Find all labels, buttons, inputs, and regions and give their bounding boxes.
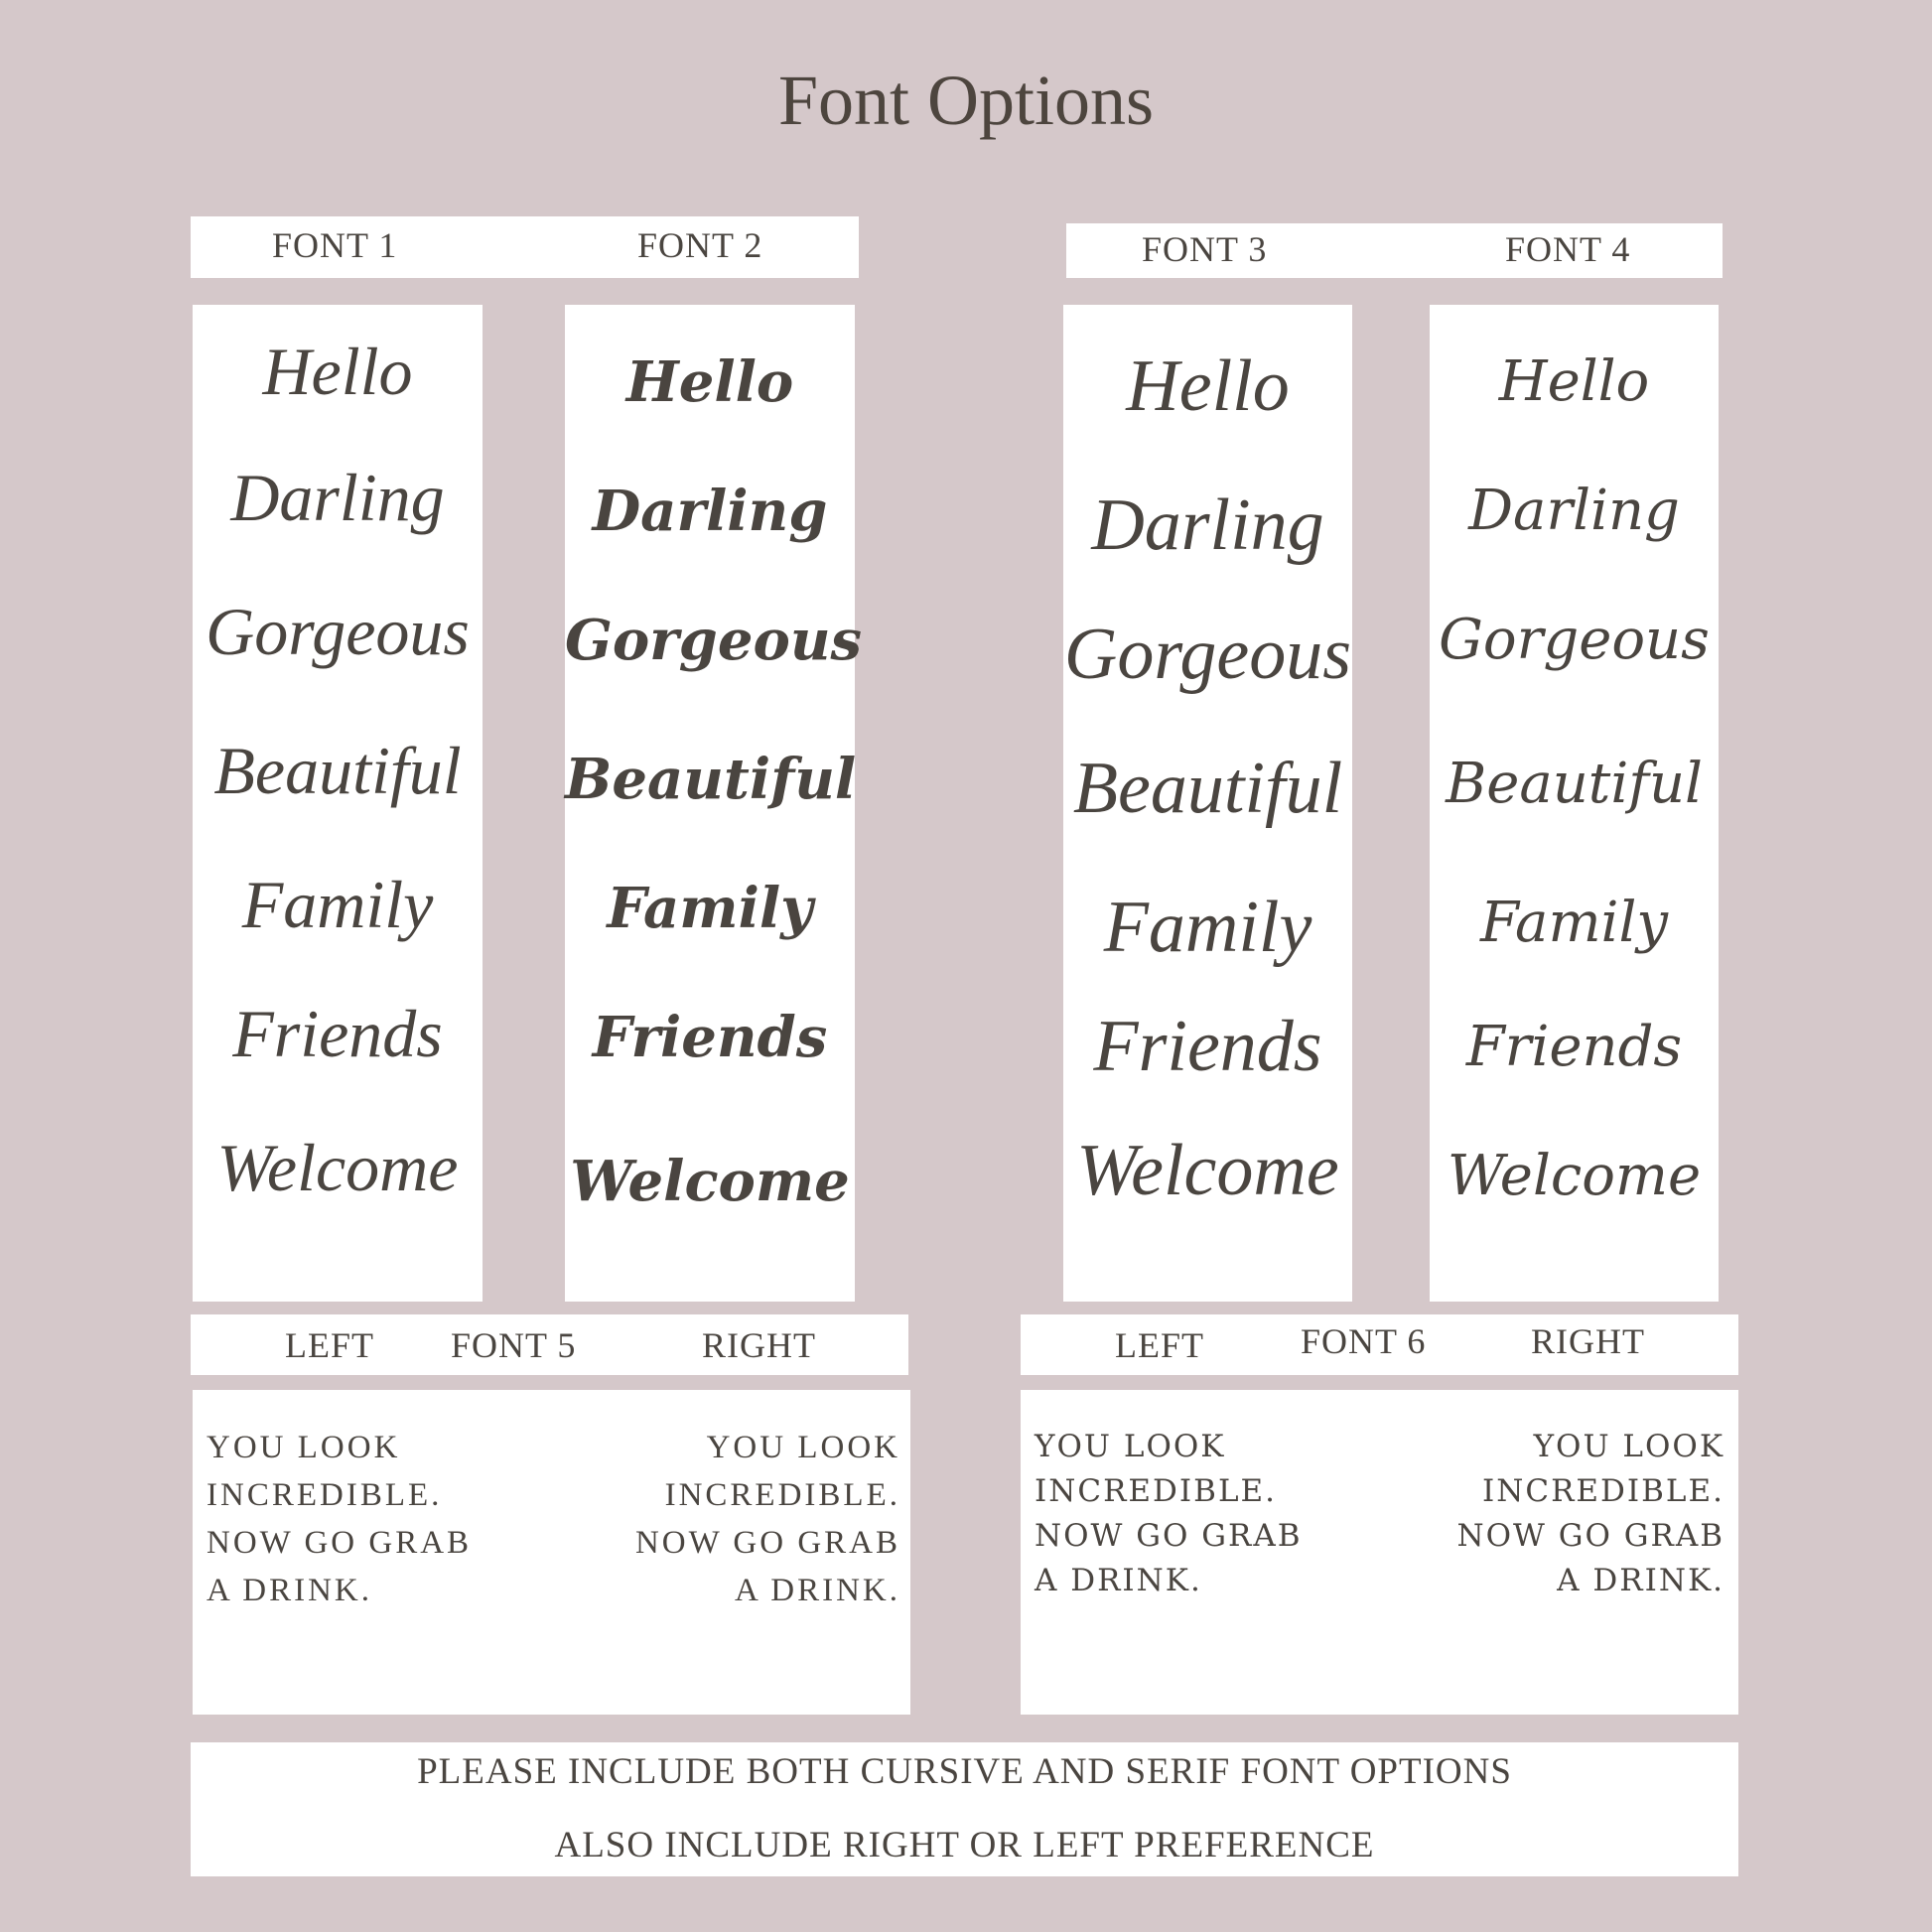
font1-word-gorgeous: Gorgeous <box>206 594 470 669</box>
font4-word-welcome: Welcome <box>1447 1144 1702 1208</box>
font5-right-label: RIGHT <box>702 1325 816 1365</box>
font4-column <box>1430 305 1719 1302</box>
font1-word-hello: Hello <box>262 334 413 409</box>
header-bar-fonts-3-4 <box>1066 223 1723 278</box>
font6-right-line-4: A DRINK. <box>1557 1562 1725 1598</box>
font4-word-beautiful: Beautiful <box>1446 752 1703 816</box>
font1-word-beautiful: Beautiful <box>213 733 462 808</box>
font1-column <box>193 305 483 1302</box>
font3-word-family: Family <box>1103 887 1312 968</box>
font6-left-line-4: A DRINK. <box>1035 1562 1202 1598</box>
font6-right-line-2: INCREDIBLE. <box>1481 1472 1725 1509</box>
header-bar-fonts-1-2 <box>191 216 859 278</box>
font2-word-friends: Friends <box>592 1005 828 1070</box>
font5-right-line-4: A DRINK. <box>734 1572 900 1608</box>
font3-word-friends: Friends <box>1093 1006 1322 1087</box>
font6-right-label: RIGHT <box>1531 1321 1645 1361</box>
font2-column <box>565 305 863 1302</box>
font5-left-message <box>207 1425 472 1614</box>
page-title: Font Options <box>777 61 1155 140</box>
footer-instructions <box>191 1742 1738 1876</box>
font3-word-beautiful: Beautiful <box>1072 748 1343 829</box>
font2-word-darling: Darling <box>592 479 828 544</box>
font4-label: FONT 4 <box>1505 229 1631 269</box>
font2-word-beautiful: Beautiful <box>565 747 857 812</box>
font6-left-line-2: INCREDIBLE. <box>1035 1472 1278 1509</box>
font6-left-line-1: YOU LOOK <box>1035 1429 1226 1464</box>
font1-word-friends: Friends <box>232 996 443 1071</box>
font5-left-line-3: NOW GO GRAB <box>207 1524 473 1561</box>
font2-word-gorgeous: Gorgeous <box>565 608 863 673</box>
font3-label: FONT 3 <box>1142 229 1268 269</box>
font5-right-line-1: YOU LOOK <box>706 1430 900 1465</box>
font6-left-message <box>1035 1425 1303 1603</box>
font5-right-line-2: INCREDIBLE. <box>664 1476 900 1513</box>
font5-sample-box <box>193 1390 910 1715</box>
font4-word-gorgeous: Gorgeous <box>1439 608 1710 672</box>
font5-right-message <box>635 1425 900 1614</box>
font1-word-family: Family <box>241 867 434 942</box>
font5-title: FONT 5 <box>451 1325 577 1365</box>
font6-left-line-3: NOW GO GRAB <box>1035 1517 1303 1554</box>
font3-word-welcome: Welcome <box>1076 1130 1339 1211</box>
font2-label: FONT 2 <box>637 225 763 265</box>
font6-right-line-3: NOW GO GRAB <box>1456 1517 1725 1554</box>
font4-word-hello: Hello <box>1498 349 1650 414</box>
font3-word-hello: Hello <box>1126 345 1290 427</box>
font5-left-line-4: A DRINK. <box>207 1572 373 1608</box>
font2-word-family: Family <box>607 876 813 941</box>
font3-column <box>1063 305 1352 1302</box>
font5-left-line-2: INCREDIBLE. <box>207 1476 443 1513</box>
font6-left-label: LEFT <box>1115 1325 1204 1365</box>
font5-header-bar <box>191 1314 908 1375</box>
footer-line-2: ALSO INCLUDE RIGHT OR LEFT PREFERENCE <box>554 1825 1375 1865</box>
font3-word-darling: Darling <box>1091 484 1324 566</box>
font6-title: FONT 6 <box>1301 1321 1427 1361</box>
font4-word-friends: Friends <box>1465 1015 1683 1079</box>
font2-word-hello: Hello <box>625 349 794 415</box>
font2-word-welcome: Welcome <box>570 1149 850 1214</box>
font1-label: FONT 1 <box>272 225 398 265</box>
font6-right-message <box>1456 1425 1725 1603</box>
font5-right-line-3: NOW GO GRAB <box>634 1524 900 1561</box>
font6-header-bar <box>1021 1314 1738 1375</box>
font4-word-family: Family <box>1480 891 1668 955</box>
font4-word-darling: Darling <box>1468 479 1680 543</box>
font1-word-darling: Darling <box>230 460 445 535</box>
font1-word-welcome: Welcome <box>216 1130 459 1205</box>
footer-line-1: PLEASE INCLUDE BOTH CURSIVE AND SERIF FONT OPTIONS <box>417 1751 1512 1792</box>
font5-left-label: LEFT <box>285 1325 374 1365</box>
font6-right-line-1: YOU LOOK <box>1533 1429 1725 1464</box>
font6-sample-box <box>1021 1390 1738 1715</box>
font5-left-line-1: YOU LOOK <box>207 1430 401 1465</box>
font3-word-gorgeous: Gorgeous <box>1063 614 1352 695</box>
